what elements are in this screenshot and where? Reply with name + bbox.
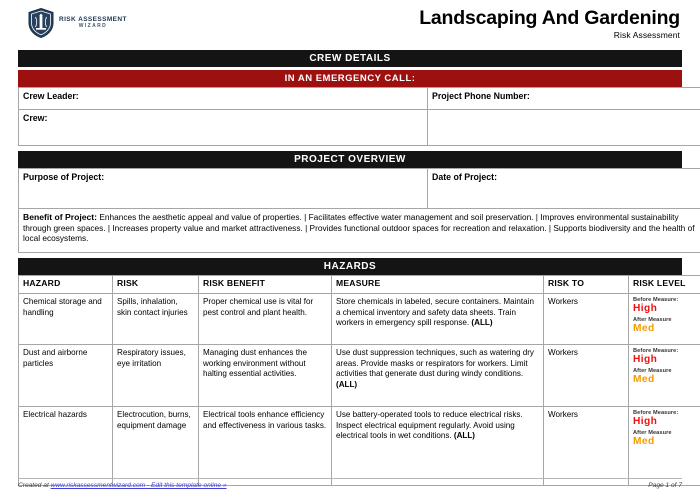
cell-hazard: Electrical hazards xyxy=(19,407,113,486)
brand-logo xyxy=(18,8,127,38)
emergency-call-bar: IN AN EMERGENCY CALL: xyxy=(18,70,682,87)
cell-risk-benefit: Electrical tools enhance efficiency and effectiveness in various tasks. xyxy=(199,407,332,486)
benefit-text: Enhances the aesthetic appeal and value of properties. | Facilitates effective water management and soil preservation. | Improves environmental sustainability through green spaces. | Increases property value and market attractiveness. | Provides functional outdoor spaces for recreation and relaxation. | Supports biodiversity and the health of local ecosystems. xyxy=(23,212,695,244)
measure-text: Use dust suppression techniques, such as watering dry areas. Provide masks or respirators for workers. Limit activities that generate dust during windy conditions. xyxy=(336,348,534,379)
after-measure-label: After Measure xyxy=(633,429,672,436)
cell-risk-to: Workers xyxy=(544,345,629,407)
section-header-crew-details: CREW DETAILS xyxy=(18,50,682,67)
crew-leader-label: Crew Leader: xyxy=(23,91,79,101)
page-title: Landscaping And Gardening xyxy=(419,7,680,29)
title-block xyxy=(419,8,682,40)
project-overview-table xyxy=(18,168,700,253)
table-row-purpose xyxy=(19,169,700,209)
cell-risk: Spills, inhalation, skin contact injuries xyxy=(113,294,199,345)
cell-hazard: Dust and airborne particles xyxy=(19,345,113,407)
before-measure-label: Before Measure: xyxy=(633,297,679,303)
project-phone-cell[interactable] xyxy=(428,88,700,110)
brand-text xyxy=(59,17,127,29)
before-measure-label: Before Measure: xyxy=(633,410,679,416)
before-measure-value: High xyxy=(633,354,658,366)
cell-risk-level xyxy=(629,294,700,345)
project-phone-label: Project Phone Number: xyxy=(432,91,530,101)
column-header-risk-level: RISK LEVEL xyxy=(629,276,700,294)
document-footer xyxy=(18,478,682,489)
footer-site-link[interactable]: www.riskassessmentwizard.com xyxy=(50,482,146,489)
purpose-cell[interactable] xyxy=(19,169,428,209)
table-row xyxy=(19,407,700,486)
cell-risk-to: Workers xyxy=(544,407,629,486)
crew-extra-cell[interactable] xyxy=(428,110,700,146)
cell-risk-level xyxy=(629,345,700,407)
cell-risk-to: Workers xyxy=(544,294,629,345)
measure-text: Store chemicals in labeled, secure containers. Maintain a chemical inventory and safety data sheets. Train workers in emergency spill response. xyxy=(336,297,534,328)
document-header xyxy=(18,0,682,50)
shield-icon xyxy=(28,8,54,38)
after-measure-value: Med xyxy=(633,436,655,448)
column-header-measure: MEASURE xyxy=(332,276,544,294)
after-measure-value: Med xyxy=(633,374,655,386)
before-measure-value: High xyxy=(633,303,658,315)
before-measure-value: High xyxy=(633,416,658,428)
hazards-table xyxy=(18,275,700,486)
section-header-hazards: HAZARDS xyxy=(18,258,682,275)
after-measure-label: After Measure xyxy=(633,316,672,323)
after-measure-value: Med xyxy=(633,323,655,335)
measure-tag: (ALL) xyxy=(336,379,358,389)
date-label: Date of Project: xyxy=(432,172,498,182)
before-measure-label: Before Measure: xyxy=(633,348,679,354)
table-row-crew-leader xyxy=(19,88,700,110)
page-subtitle: Risk Assessment xyxy=(613,30,680,41)
column-header-risk-benefit: RISK BENEFIT xyxy=(199,276,332,294)
footer-page-number: Page 1 of 7 xyxy=(648,482,682,489)
footer-edit-link[interactable]: - Edit this template online » xyxy=(145,482,227,489)
table-row xyxy=(19,294,700,345)
measure-tag: (ALL) xyxy=(471,318,493,328)
column-header-risk: RISK xyxy=(113,276,199,294)
column-header-hazard: HAZARD xyxy=(19,276,113,294)
cell-risk-level xyxy=(629,407,700,486)
footer-credit xyxy=(18,482,227,489)
brand-name: RISK ASSESSMENT xyxy=(59,15,127,23)
measure-text: Use battery-operated tools to reduce electrical risks. Inspect electrical equipment regularly. Avoid using electrical tools in wet conditions. xyxy=(336,410,523,441)
table-row xyxy=(19,345,700,407)
after-measure-label: After Measure xyxy=(633,367,672,374)
brand-sub: WIZARD xyxy=(78,22,108,29)
table-row-crew xyxy=(19,110,700,146)
crew-label: Crew: xyxy=(23,113,48,123)
cell-risk-benefit: Managing dust enhances the working environment without halting essential activities. xyxy=(199,345,332,407)
footer-created-prefix: Created at xyxy=(18,482,51,489)
crew-cell[interactable] xyxy=(19,110,428,146)
date-cell[interactable] xyxy=(428,169,700,209)
section-header-project-overview: PROJECT OVERVIEW xyxy=(18,151,682,168)
table-row-benefit xyxy=(19,209,700,253)
cell-measure xyxy=(332,407,544,486)
benefit-label: Benefit of Project: xyxy=(23,212,98,222)
purpose-label: Purpose of Project: xyxy=(23,172,105,182)
crew-details-table xyxy=(18,87,700,146)
cell-risk-benefit: Proper chemical use is vital for pest control and plant health. xyxy=(199,294,332,345)
crew-leader-cell[interactable] xyxy=(19,88,428,110)
cell-measure xyxy=(332,294,544,345)
measure-tag: (ALL) xyxy=(453,431,475,441)
benefit-cell xyxy=(19,209,700,253)
column-header-risk-to: RISK TO xyxy=(544,276,629,294)
cell-risk: Electrocution, burns, equipment damage xyxy=(113,407,199,486)
cell-hazard: Chemical storage and handling xyxy=(19,294,113,345)
hazards-table-header-row xyxy=(19,276,700,294)
cell-measure xyxy=(332,345,544,407)
cell-risk: Respiratory issues, eye irritation xyxy=(113,345,199,407)
